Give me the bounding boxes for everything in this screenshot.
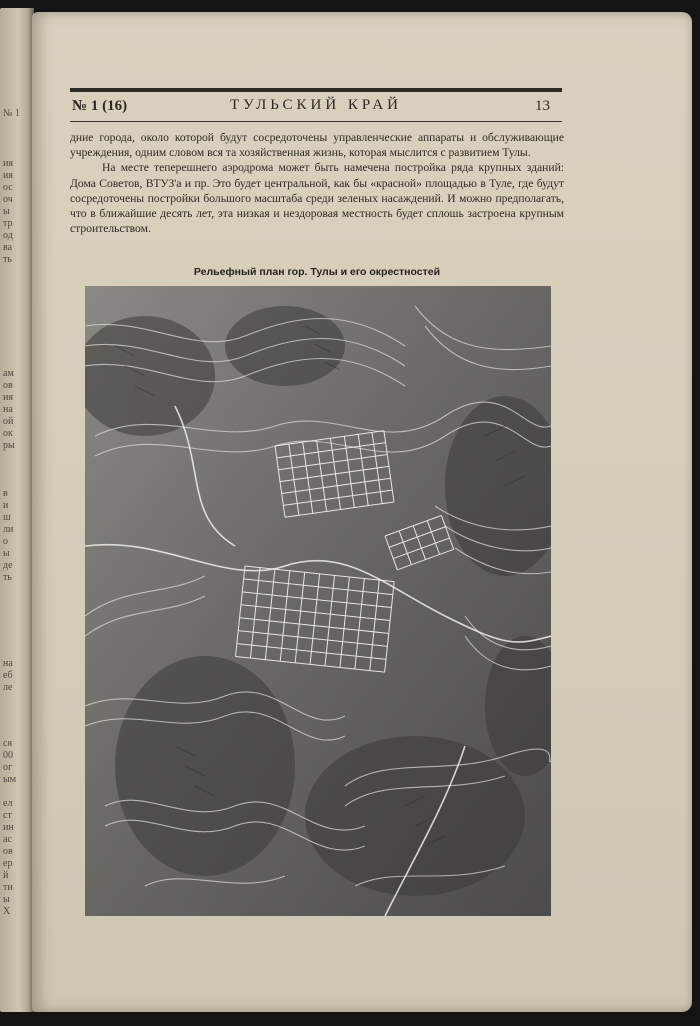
relief-map-illustration [85,286,551,916]
page-number: 13 [535,98,550,114]
header-rule-bottom [70,121,562,122]
running-header [70,92,562,118]
paragraph: На месте теперешнего аэродрома может быть намечена постройка ряда крупных зданий: Дома Советов, ВТУЗ'а и пр. Это будет центральной, как бы «красной» площадью в Туле, где будут сосредоточены постройки большого масштаба среди зеленых насаждений. И можно предполагать, что в ближайшие десять лет, эта низкая и нездоровая местность будет сплошь застроена крупным строительством. [70,161,564,236]
previous-page-edge: № 1 ия ия ос оч ы тр од ва ть ам ов ия на ой ок ры в и ш ли о ы де ть на еб ле ся 00 ог ым ел ст ин ас ов ер й ти ы Х [0,8,34,1012]
relief-map-image [85,286,551,916]
paragraph: дние города, около которой будут сосредоточены управленческие аппараты и обслуживающие учреждения, одним словом вся та хозяйственная жизнь, которая мыслится с развитием Тулы. [70,131,564,160]
journal-title: ТУЛЬСКИЙ КРАЙ [229,97,403,113]
figure-caption: Рельефный план гор. Тулы и его окрестностей [193,266,441,278]
article-text [70,130,564,236]
issue-number: № 1 (16) [72,98,128,114]
